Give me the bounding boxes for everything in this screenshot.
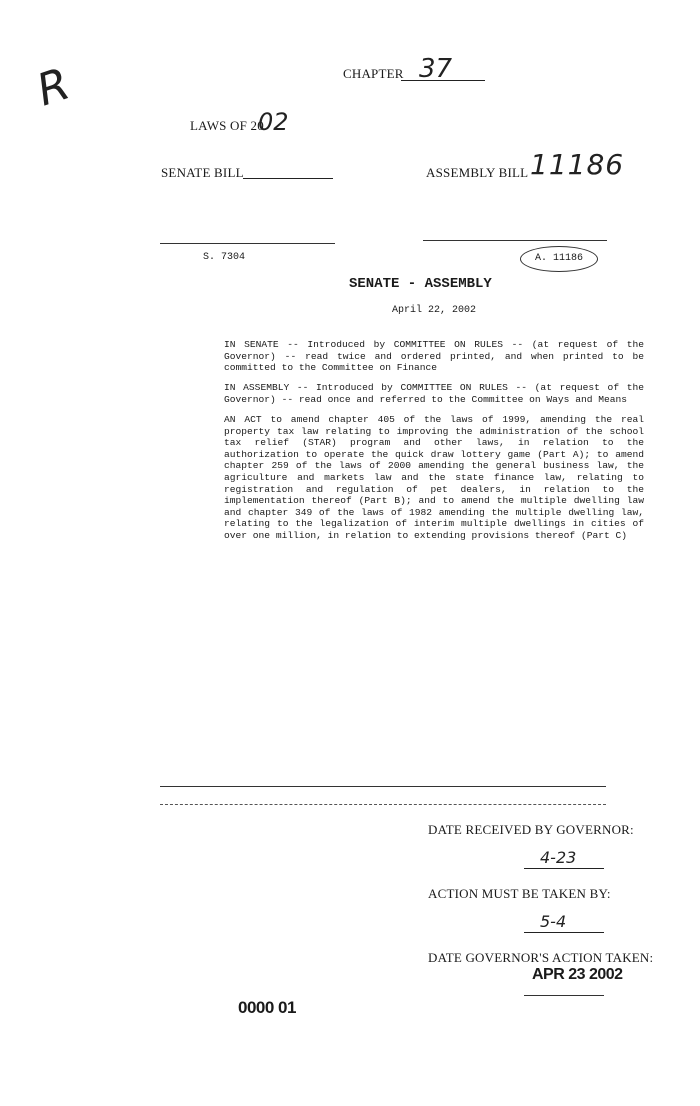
header-rule-left [160,243,335,244]
page-number: 0000 01 [238,998,296,1017]
action-taken-stamp: APR 23 2002 [532,966,623,983]
laws-year: 02 [258,108,289,136]
chapter-number: 37 [419,54,453,84]
action-taken-line [524,995,604,996]
senate-bill-number-line [243,162,333,179]
assembly-bill-label: ASSEMBLY BILL [426,165,529,180]
assembly-print-number [520,246,598,272]
footer-rule-top [160,786,606,787]
assembly-print-number-text: A. 11186 [534,253,583,264]
date-received-value: 4-23 [540,848,577,867]
assembly-introduction [224,382,644,405]
act-description-text: AN ACT to amend chapter 405 of the laws of 1999, amending the real property tax law relating to improving the administration of the school tax relief (STAR) program and other laws, in relation to the authorization to operate the quick draw lottery game (Part A); to amend chapter 259 of the laws of 2000 amending the general business law, the agriculture and markets law and the state finance law, relating to registration and regulation of pet dealers, in relation to the implementation thereof (Part B); and to amend the multiple dwelling law and chapter 349 of the laws of 1982 amending the multiple dwelling law, relating to the legalization of interim multiple dwellings in cities of over one million, in relation to extending provisions thereof (Part C) [224,414,644,541]
chapter-number-line [401,54,485,84]
action-taken-label: DATE GOVERNOR'S ACTION TAKEN: [428,950,654,965]
date-received-line [524,850,604,869]
laws-label: LAWS OF 20 [190,118,264,133]
date-received-label: DATE RECEIVED BY GOVERNOR: [428,822,634,837]
action-deadline-label: ACTION MUST BE TAKEN BY: [428,886,611,901]
senate-bill-label: SENATE BILL [161,165,244,180]
assembly-introduction-text: IN ASSEMBLY -- Introduced by COMMITTEE ON RULES -- (at request of the Governor) -- read once and referred to the Committee on Ways and Means [224,382,644,405]
action-deadline-value: 5-4 [540,912,567,931]
act-description [224,414,644,542]
bill-date: April 22, 2002 [392,305,477,316]
header-rule-right [423,240,607,241]
assembly-bill-number: 11186 [530,148,625,181]
chapter-label: CHAPTER [343,66,404,81]
action-deadline-line [524,914,604,933]
senate-introduction [224,339,644,374]
senate-introduction-text: IN SENATE -- Introduced by COMMITTEE ON RULES -- (at request of the Governor) -- read twice and ordered printed, and when printed to be committed to the Committee on Finance [224,339,644,374]
bill-title: SENATE - ASSEMBLY [349,276,492,292]
senate-print-number: S. 7304 [203,252,246,263]
footer-rule-bottom [160,804,606,805]
margin-initial-mark: R [30,58,76,117]
